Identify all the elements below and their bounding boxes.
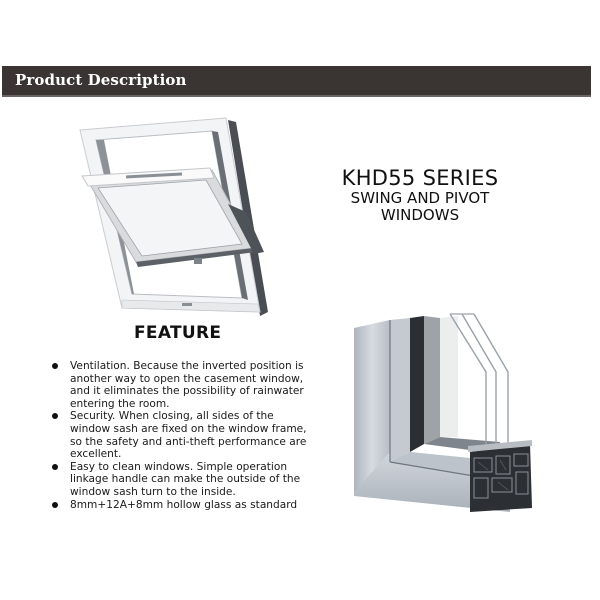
feature-text: 8mm+12A+8mm hollow glass as standard — [70, 498, 298, 511]
feature-text: Ventilation. Because the inverted position is another way to open the casement window, and it eliminates the possibility of rainwater entering the room. — [70, 360, 304, 410]
feature-item — [49, 410, 309, 460]
feature-heading: FEATURE — [134, 323, 222, 343]
bullet-icon — [52, 363, 58, 369]
bullet-icon — [52, 464, 58, 470]
feature-text: Easy to clean windows. Simple operation linkage handle can make the outside of the window sash turn to the inside. — [70, 460, 301, 498]
bullet-icon — [52, 413, 58, 419]
window-profile-cutaway-image — [350, 312, 540, 512]
skylight-window-image — [78, 112, 278, 317]
series-subtitle-line1: SWING AND PIVOT — [350, 189, 490, 207]
series-subtitle-line2: WINDOWS — [380, 206, 460, 224]
bullet-icon — [52, 502, 58, 508]
feature-item — [49, 461, 309, 499]
feature-list — [49, 360, 309, 511]
feature-item — [49, 360, 309, 410]
product-series-block — [320, 166, 520, 224]
feature-item — [49, 499, 309, 512]
series-title: KHD55 SERIES — [341, 166, 499, 190]
feature-text: Security. When closing, all sides of the window sash are fixed on the window frame, so the safety and anti-theft performance are excellent. — [70, 410, 307, 461]
section-title: Product Description — [15, 71, 187, 89]
section-header-bar — [2, 66, 591, 97]
